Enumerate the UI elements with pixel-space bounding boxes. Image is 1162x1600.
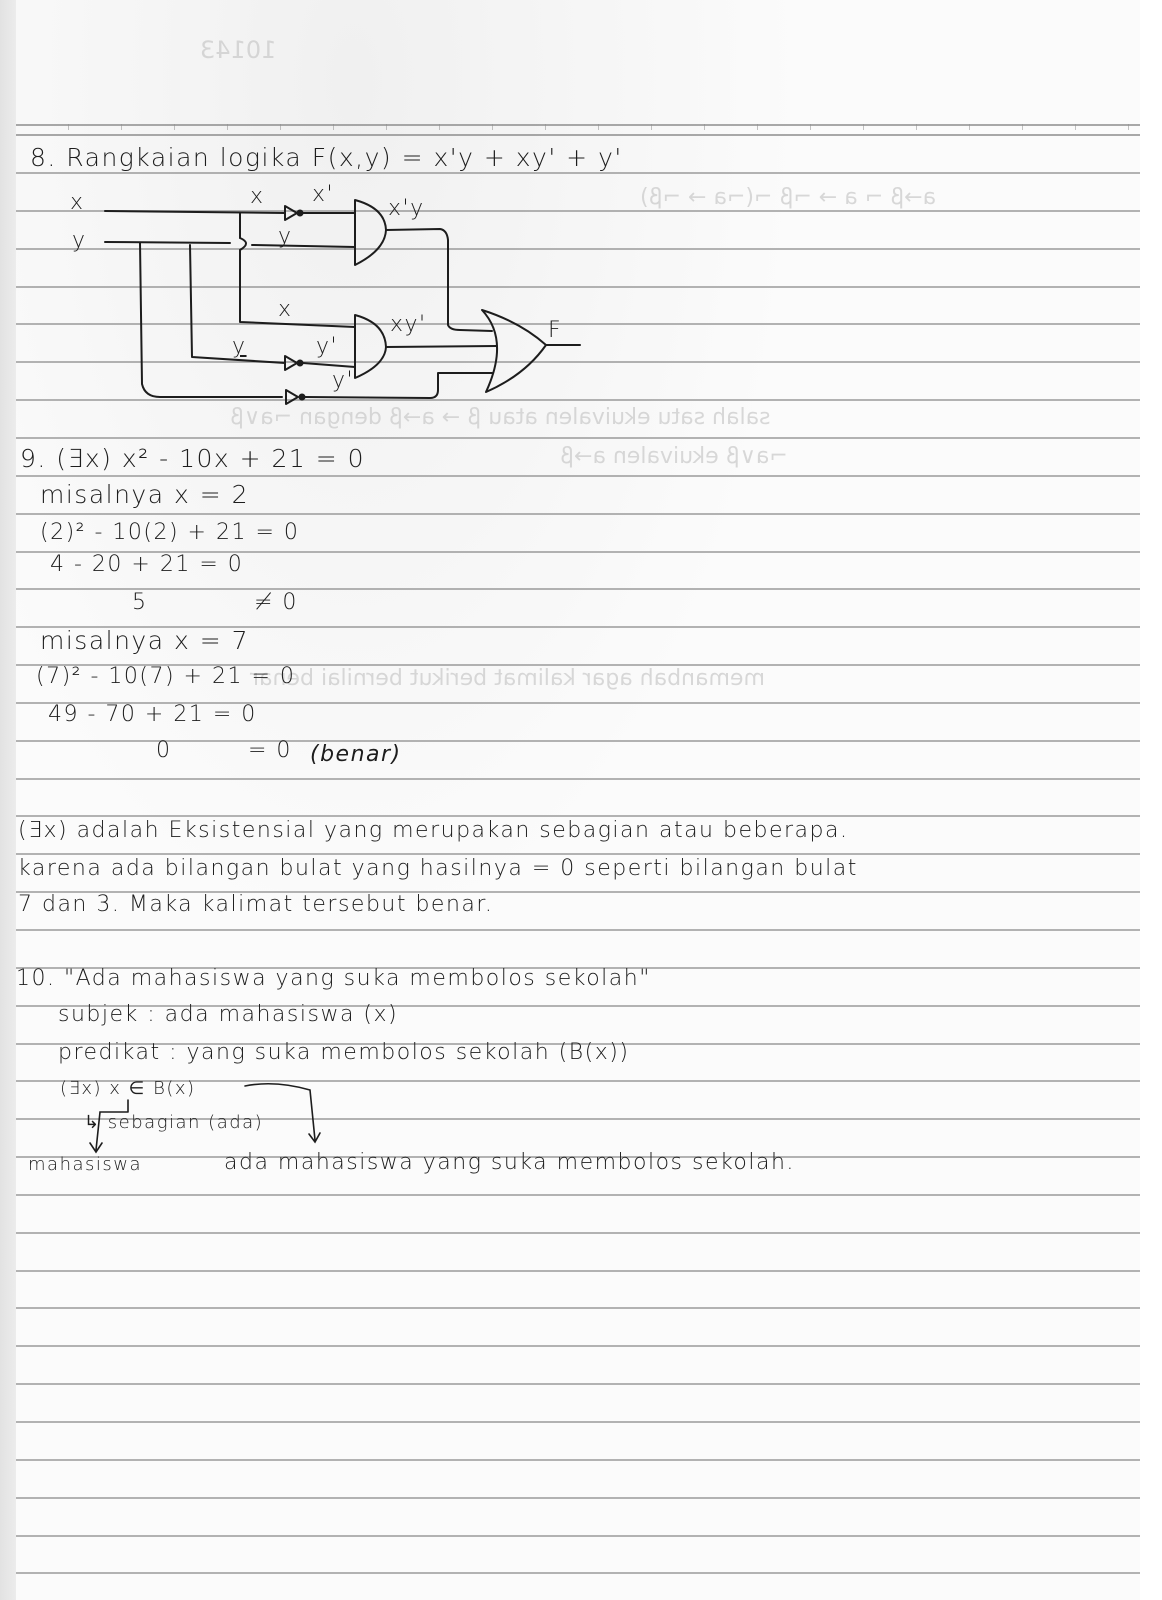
bleed-through-line: a→β ¬ a → ¬β ¬(¬a → ¬β): [640, 185, 937, 210]
q9-explanation-line: (∃x) adalah Eksistensial yang merupakan sebagian atau beberapa.: [18, 818, 849, 843]
ruled-line: [16, 1232, 1140, 1234]
ruled-line: [16, 1572, 1140, 1574]
q9-line: 4 - 20 + 21 = 0: [50, 552, 244, 577]
q9-line: 49 - 70 + 21 = 0: [48, 702, 257, 727]
q10-label-mahasiswa: mahasiswa: [28, 1154, 143, 1175]
arrow-to-mahasiswa: [96, 1100, 128, 1150]
ruled-line: [16, 1307, 1140, 1309]
q10-note-partial: ↳ sebagian (ada): [84, 1112, 264, 1133]
wire-label-x-mid: x: [278, 297, 293, 322]
ruled-line: [16, 1270, 1140, 1272]
input-label-x: x: [70, 190, 85, 215]
q9-explanation-line: karena ada bilangan bulat yang hasilnya = 0 seperti bilangan bulat: [18, 856, 858, 881]
faint-page-number: 10143: [200, 36, 277, 64]
bleed-through-line: salah satu ekuivalen atau β → a→β dengan ¬a∨β: [230, 405, 771, 430]
wire-label-y: y: [278, 224, 293, 249]
q10-conclusion: ada mahasiswa yang suka membolos sekolah.: [224, 1150, 795, 1175]
wire-label-y-not: y': [316, 334, 339, 359]
q9-explanation-line: 7 dan 3. Maka kalimat tersebut benar.: [18, 892, 494, 917]
ruled-line: [16, 1459, 1140, 1461]
q8-title: 8. Rangkaian logika F(x,y) = x'y + xy' + y': [30, 143, 623, 172]
bleed-through-line: ¬a∨β ekuivalen a→β: [560, 444, 788, 469]
ruled-line: [16, 1497, 1140, 1499]
q9-line: (2)² - 10(2) + 21 = 0: [40, 520, 300, 545]
and2-output-label: xy': [390, 312, 427, 337]
ruled-line: [16, 1383, 1140, 1385]
q9-equation: 9. (∃x) x² - 10x + 21 = 0: [20, 444, 366, 473]
output-label-f: F: [548, 318, 563, 343]
input-label-y: y: [72, 228, 87, 253]
q9-result: 5: [132, 590, 148, 615]
q9-verdict: (benar): [310, 742, 402, 767]
ruled-line: [16, 1421, 1140, 1423]
ruled-line: [16, 1345, 1140, 1347]
q9-result-neq: ≠ 0: [254, 590, 298, 615]
q9-result: 0: [156, 738, 172, 763]
q10-subject: subjek : ada mahasiswa (x): [58, 1002, 399, 1027]
q10-predicate: predikat : yang suka membolos sekolah (B(x)): [58, 1040, 630, 1065]
q9-line: misalnya x = 2: [40, 480, 250, 509]
q10-statement: 10. "Ada mahasiswa yang suka membolos sekolah": [16, 966, 651, 991]
q9-line: misalnya x = 7: [40, 626, 250, 655]
q9-line: (7)² - 10(7) + 21 = 0: [36, 664, 296, 689]
and1-output-label: x'y: [388, 196, 425, 221]
ruled-line: [16, 1535, 1140, 1537]
q10-formula: (∃x) x ∈ B(x): [60, 1078, 196, 1099]
wire-label-x-not: x': [312, 182, 335, 207]
wire-label-y-mid: y: [232, 334, 247, 359]
wire-label-x: x: [250, 184, 265, 209]
arrow-to-conclusion: [245, 1084, 315, 1140]
q9-result-eq: = 0: [248, 738, 292, 763]
bleed-through-line: memanbah agar kalimat berikut bernilai benar: [250, 666, 765, 691]
wire-label-y-not-2: y': [332, 368, 355, 393]
